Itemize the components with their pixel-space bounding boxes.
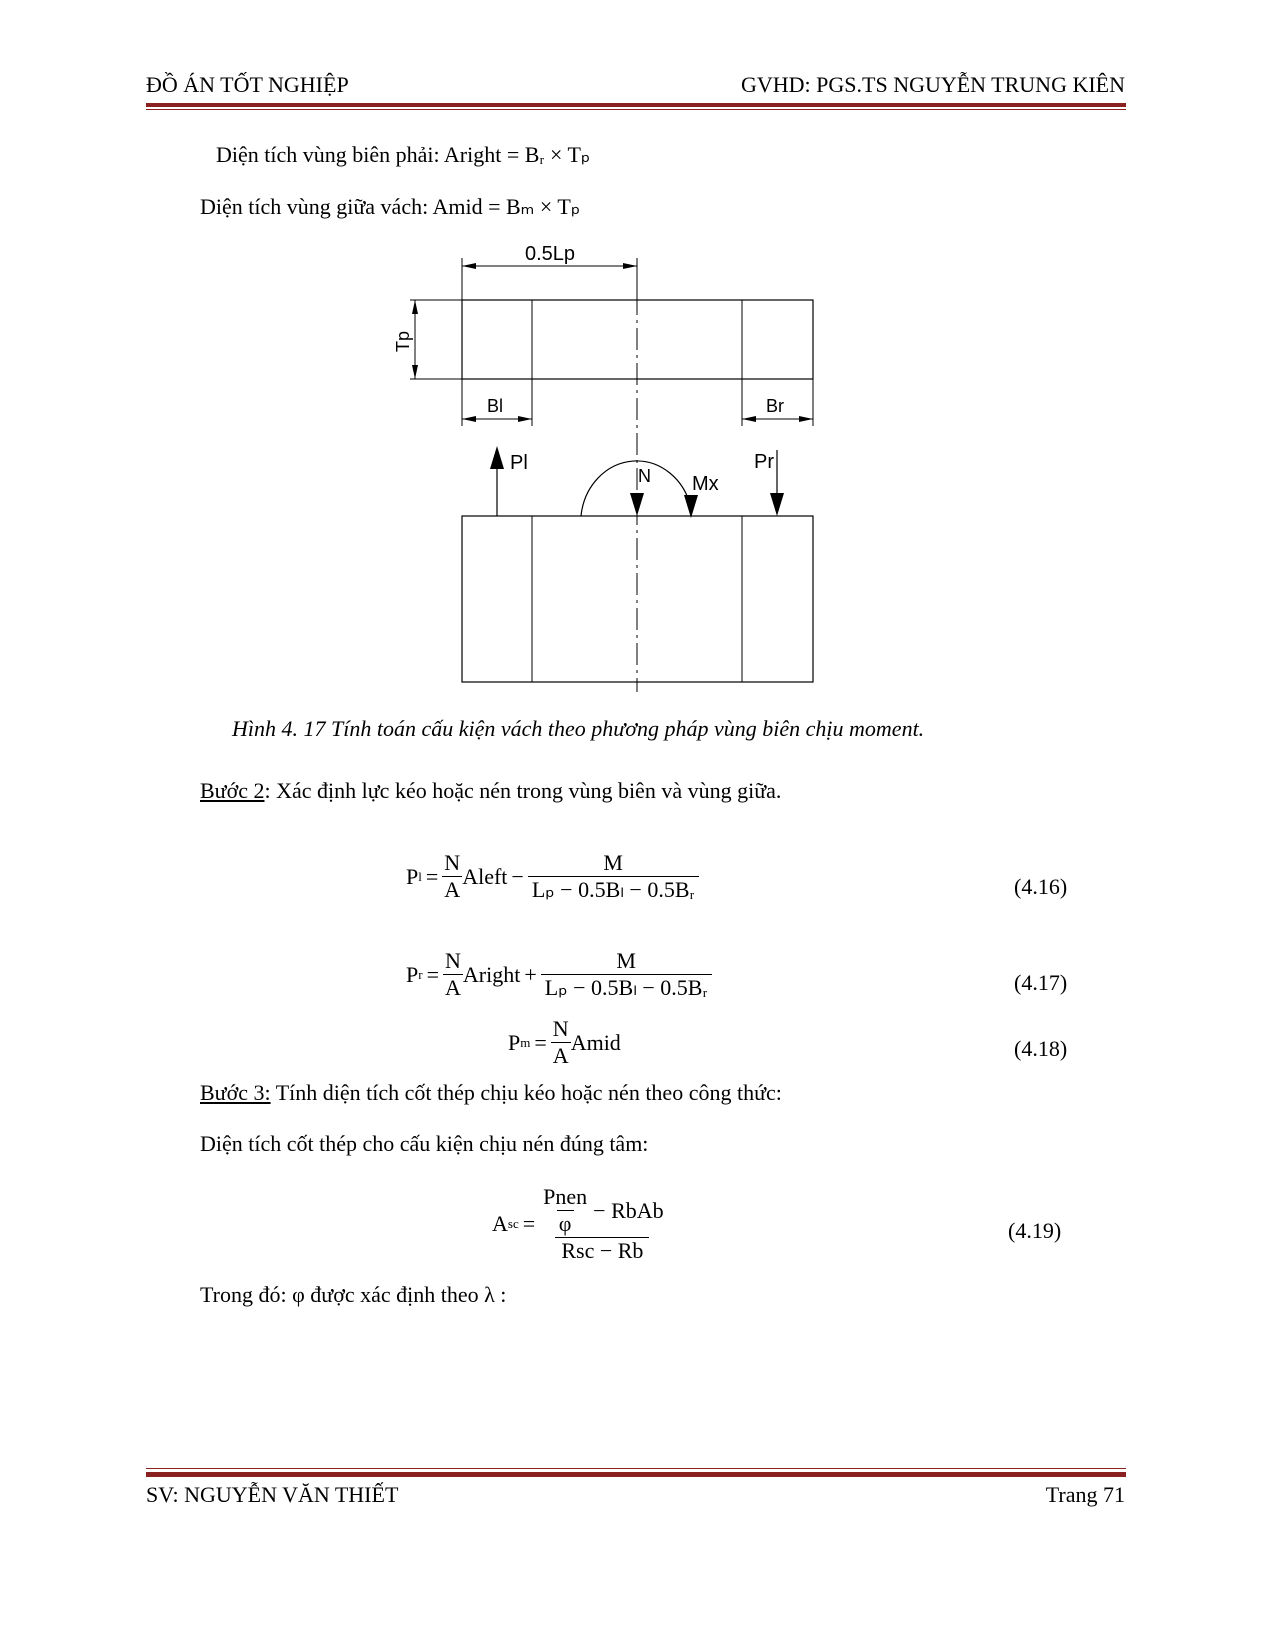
eq416-number: (4.16)	[1014, 874, 1068, 899]
footer-left: SV: NGUYỄN VĂN THIẾT	[146, 1482, 399, 1507]
force-pl: Pl	[510, 452, 528, 474]
eq418-number: (4.18)	[1014, 1036, 1068, 1061]
force-n: N	[638, 466, 651, 486]
wall-figure	[380, 240, 860, 700]
eq418-lhs-sub: m	[520, 1034, 531, 1050]
eq418-den1: A	[552, 1043, 569, 1068]
eq418-num1: N	[552, 1016, 569, 1041]
dim-tp: Tp	[393, 330, 413, 352]
eq417-frac2	[541, 948, 712, 1001]
eq418-frac1	[551, 1016, 571, 1069]
dim-05lp: 0.5Lp	[525, 243, 576, 265]
eq417-num1: N	[445, 948, 461, 973]
equation-4-16: P l = $\frac{N}{A}$ Aleft − $\frac{M}{\text{Lₚ − 0.5Bₗ − 0.5Bᵣ}}$	[406, 850, 699, 903]
eq419-number: (4.19)	[1008, 1218, 1062, 1243]
eq416-num2: M	[603, 850, 623, 875]
dim-bl: Bl	[487, 396, 504, 416]
footer-page: Trang 71	[1045, 1482, 1125, 1507]
eq416-frac2	[528, 850, 699, 903]
eq416-frac1	[442, 850, 462, 903]
header-rule	[146, 103, 1126, 107]
step2-line	[200, 778, 781, 804]
eq416-num1: N	[444, 850, 461, 875]
header-left: ĐỒ ÁN TỐT NGHIỆP	[146, 72, 349, 97]
eq419-tail: − RbAb	[593, 1197, 664, 1223]
eq417-lhs: P	[406, 961, 419, 987]
eq416-lhs: P	[406, 863, 419, 889]
eq417-number: (4.17)	[1014, 970, 1068, 995]
line-amid: Diện tích vùng giữa vách: Amid = Bₘ × Tₚ	[200, 194, 581, 219]
line-trong-do: Trong đó: φ được xác định theo λ :	[200, 1282, 507, 1307]
eq416-word: Aleft	[462, 863, 508, 889]
eq419-inner-den: φ	[558, 1211, 572, 1236]
figure-caption: Hình 4. 17 Tính toán cấu kiện vách theo phương pháp vùng biên chịu moment.	[232, 716, 925, 741]
eq417-den2: Lₚ − 0.5Bₗ − 0.5Bᵣ	[541, 974, 712, 1001]
header-rule-thin	[146, 109, 1126, 110]
dim-br: Br	[766, 396, 784, 416]
eq416-op: −	[511, 863, 524, 889]
equation-4-19: A sc = $\frac{\text{Pnen}}{\varphi}$ − RbAb Rsc − Rb	[492, 1184, 664, 1263]
eq417-frac1	[443, 948, 463, 1001]
step3-label: Bước 3:	[200, 1080, 271, 1105]
eq416-lhs-sub: l	[418, 868, 422, 884]
eq417-den1: A	[445, 975, 461, 1000]
eq418-lhs: P	[508, 1029, 521, 1055]
eq417-num2: M	[616, 948, 636, 973]
footer-rule-thin	[146, 1468, 1126, 1469]
eq416-den1: A	[444, 877, 461, 902]
equation-4-17: P r = $\frac{N}{A}$ Aright + $\frac{M}{\text{Lₚ − 0.5Bₗ − 0.5Bᵣ}}$	[406, 948, 712, 1001]
eq417-word: Aright	[462, 961, 521, 987]
eq419-den: Rsc − Rb	[555, 1237, 649, 1264]
eq418-word: Amid	[570, 1029, 621, 1055]
step2-text: : Xác định lực kéo hoặc nén trong vùng biên và vùng giữa.	[264, 778, 782, 803]
eq419-inner-num: Pnen	[543, 1184, 588, 1209]
eq416-den2: Lₚ − 0.5Bₗ − 0.5Bᵣ	[528, 876, 699, 903]
eq419-lhs-sub: sc	[507, 1216, 519, 1231]
step3-line	[200, 1080, 782, 1106]
equation-4-18: P m = $\frac{N}{A}$ Amid	[508, 1016, 621, 1068]
moment-mx: Mx	[692, 473, 719, 495]
line-aright: Diện tích vùng biên phải: Aright = Bᵣ × Tₚ	[216, 142, 591, 167]
eq417-lhs-sub: r	[418, 966, 423, 982]
eq419-lhs: A	[492, 1211, 508, 1236]
header-right: GVHD: PGS.TS NGUYỄN TRUNG KIÊN	[741, 72, 1125, 97]
eq419-inner-frac	[541, 1184, 589, 1237]
step2-label: Bước 2	[200, 778, 265, 803]
step3-text: Tính diện tích cốt thép chịu kéo hoặc nén theo công thức:	[270, 1080, 782, 1105]
eq417-op: +	[524, 961, 537, 987]
eq419-frac	[539, 1184, 665, 1264]
force-pr: Pr	[754, 451, 774, 473]
footer-rule	[146, 1472, 1126, 1477]
line-nen: Diện tích cốt thép cho cấu kiện chịu nén đúng tâm:	[200, 1131, 649, 1156]
